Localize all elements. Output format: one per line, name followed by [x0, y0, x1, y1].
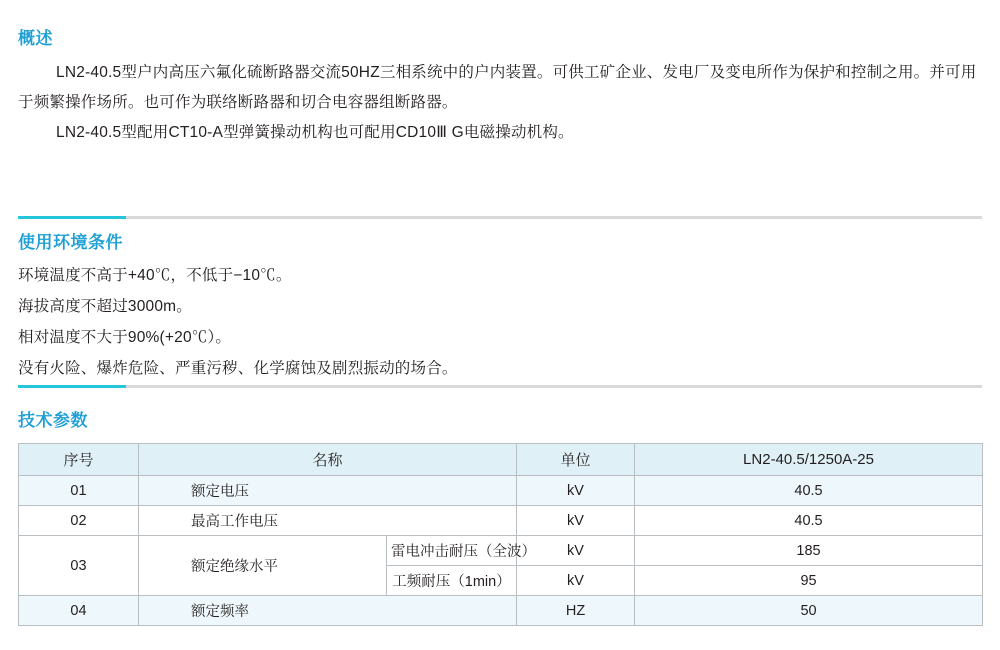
condition-line: 相对温度不大于90%(+20℃）。	[18, 329, 232, 346]
section-title-specs: 技术参数	[18, 411, 88, 430]
divider-accent	[18, 216, 126, 219]
th-value: LN2-40.5/1250A-25	[635, 444, 983, 476]
divider-accent	[18, 385, 126, 388]
cell-no: 02	[19, 506, 139, 536]
cell-unit: kV	[517, 536, 635, 566]
cell-name: 最高工作电压	[139, 506, 517, 536]
section-divider-2	[18, 385, 982, 388]
cell-sub-name: 工频耐压（1min）	[387, 566, 517, 596]
cell-sub-name: 雷电冲击耐压（全波）	[387, 536, 517, 566]
cell-value: 40.5	[635, 506, 983, 536]
table-row	[19, 476, 983, 506]
cell-unit: kV	[517, 506, 635, 536]
section-title-overview: 概述	[18, 29, 53, 48]
cell-no: 01	[19, 476, 139, 506]
th-unit: 单位	[517, 444, 635, 476]
overview-paragraph-1: LN2-40.5型户内高压六氟化硫断路器交流50HZ三相系统中的户内装置。可供工矿企业、发电厂及变电所作为保护和控制之用。并可用于频繁操作场所。也可作为联络断路器和切合电容器组断路器。	[18, 64, 977, 111]
cell-value: 40.5	[635, 476, 983, 506]
cell-value: 185	[635, 536, 983, 566]
section-divider-1	[18, 216, 982, 219]
table-row	[19, 596, 983, 626]
cell-unit: kV	[517, 566, 635, 596]
section-title-conditions: 使用环境条件	[18, 233, 123, 252]
cell-name: 额定绝缘水平	[139, 536, 387, 596]
cell-value: 95	[635, 566, 983, 596]
th-name: 名称	[139, 444, 517, 476]
cell-value: 50	[635, 596, 983, 626]
condition-line: 环境温度不高于+40℃，不低于−10℃。	[18, 267, 292, 284]
specs-table	[18, 443, 983, 626]
cell-name: 额定电压	[139, 476, 517, 506]
table-row	[19, 536, 983, 566]
condition-line: 海拔高度不超过3000m。	[18, 298, 192, 315]
table-row	[19, 506, 983, 536]
condition-line: 没有火险、爆炸危险、严重污秽、化学腐蚀及剧烈振动的场合。	[18, 360, 458, 377]
cell-name: 额定频率	[139, 596, 517, 626]
overview-paragraph-2: LN2-40.5型配用CT10-A型弹簧操动机构也可配用CD10Ⅲ G电磁操动机构。	[56, 124, 574, 141]
cell-no: 04	[19, 596, 139, 626]
table-header-row	[19, 444, 983, 476]
th-no: 序号	[19, 444, 139, 476]
cell-no: 03	[19, 536, 139, 596]
cell-unit: kV	[517, 476, 635, 506]
cell-unit: HZ	[517, 596, 635, 626]
